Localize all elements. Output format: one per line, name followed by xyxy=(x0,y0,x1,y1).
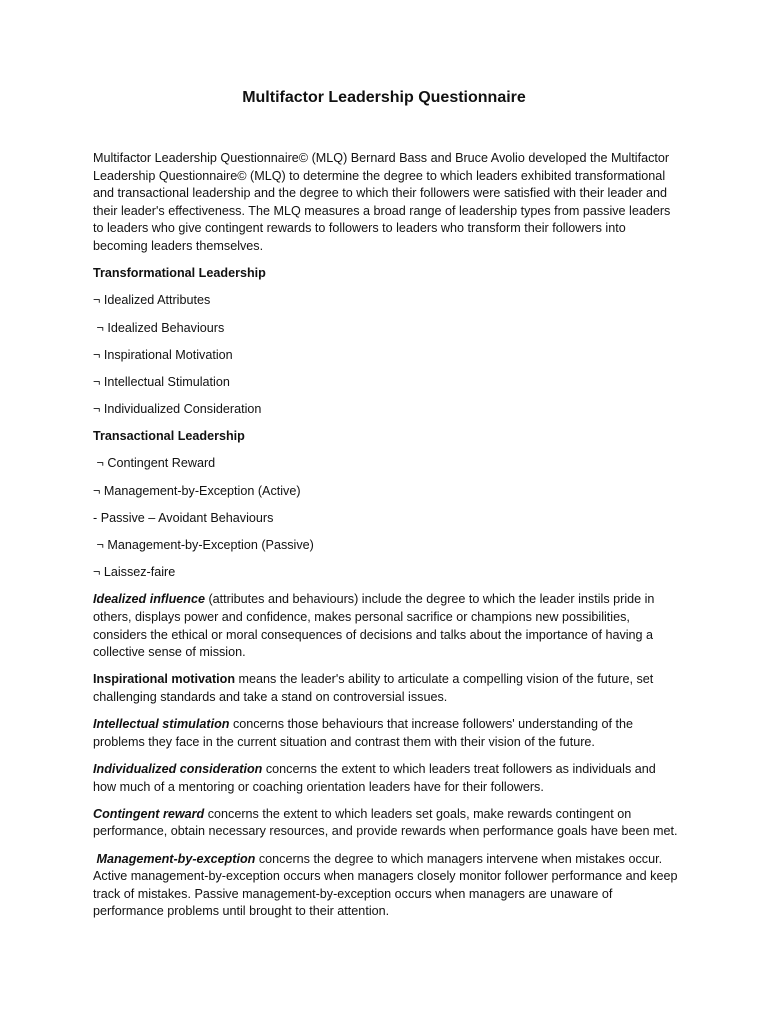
definition-management-by-exception xyxy=(93,851,681,921)
list-item: - Passive – Avoidant Behaviours xyxy=(93,510,274,525)
page-title: Multifactor Leadership Questionnaire xyxy=(242,89,526,106)
definition-term: Contingent reward xyxy=(93,806,205,821)
list-item: ¬ Management-by-Exception (Passive) xyxy=(93,538,314,553)
list-item: ¬ Intellectual Stimulation xyxy=(93,374,230,389)
list-item: ¬ Individualized Consideration xyxy=(93,402,262,417)
list-item: ¬ Inspirational Motivation xyxy=(93,347,233,362)
definition-term: Idealized influence xyxy=(93,592,205,607)
document-body xyxy=(93,150,681,930)
definition-individualized-consideration xyxy=(93,761,681,796)
definition-text: concerns the extent to which leaders treat followers as individuals and how much of a mentoring or coaching orientation leaders have for their followers. xyxy=(93,761,656,794)
list-item: ¬ Laissez-faire xyxy=(93,565,176,580)
list-item: ¬ Idealized Attributes xyxy=(93,293,211,308)
definition-intellectual-stimulation xyxy=(93,716,681,751)
definition-text: means the leader's ability to articulate a compelling vision of the future, set challenging standards and take a stand on controversial issues. xyxy=(93,672,654,704)
list-item: ¬ Management-by-Exception (Active) xyxy=(93,483,301,498)
definition-term: Management-by-exception xyxy=(93,851,256,866)
definition-term: Inspirational motivation xyxy=(93,672,236,687)
intro-paragraph: Multifactor Leadership Questionnaire© (MLQ) Bernard Bass and Bruce Avolio developed the Multifactor Leadership Questionnaire© (MLQ) to determine the degree to which leaders exhibited transformational and transactional leadership and the degree to which their followers were satisfied with their leader and their leader's effectiveness. The MLQ measures a broad range of leadership types from passive leaders to leaders who give contingent rewards to followers to leaders who transform their followers into becoming leaders themselves. xyxy=(93,151,671,253)
definition-idealized-influence xyxy=(93,591,681,661)
definition-text: (attributes and behaviours) include the degree to which the leader instils pride in others, displays power and confidence, makes personal sacrifice or champions new possibilities, considers the ethical or moral consequences of decisions and talks about the importance of having a collective sense of mission. xyxy=(93,592,655,660)
definition-inspirational-motivation xyxy=(93,671,681,706)
definition-term: Individualized consideration xyxy=(93,761,263,776)
transactional-heading: Transactional Leadership xyxy=(93,429,245,444)
transformational-heading: Transformational Leadership xyxy=(93,266,266,281)
definition-contingent-reward xyxy=(93,806,681,841)
list-item: ¬ Contingent Reward xyxy=(93,456,216,471)
definition-text: concerns the degree to which managers intervene when mistakes occur. Active management-by-exception occurs when managers closely monitor follower performance and keep track of mistakes. Passive management-by-exception occurs when managers are unaware of performance problems until brought to their attention. xyxy=(93,851,678,919)
definition-text: concerns those behaviours that increase followers' understanding of the problems they face in the current situation and contrast them with their vision of the future. xyxy=(93,717,634,749)
definition-term: Intellectual stimulation xyxy=(93,717,230,732)
list-item: ¬ Idealized Behaviours xyxy=(93,320,225,335)
definition-text: concerns the extent to which leaders set goals, make rewards contingent on performance, obtain necessary resources, and provide rewards when performance goals have been met. xyxy=(93,806,678,839)
